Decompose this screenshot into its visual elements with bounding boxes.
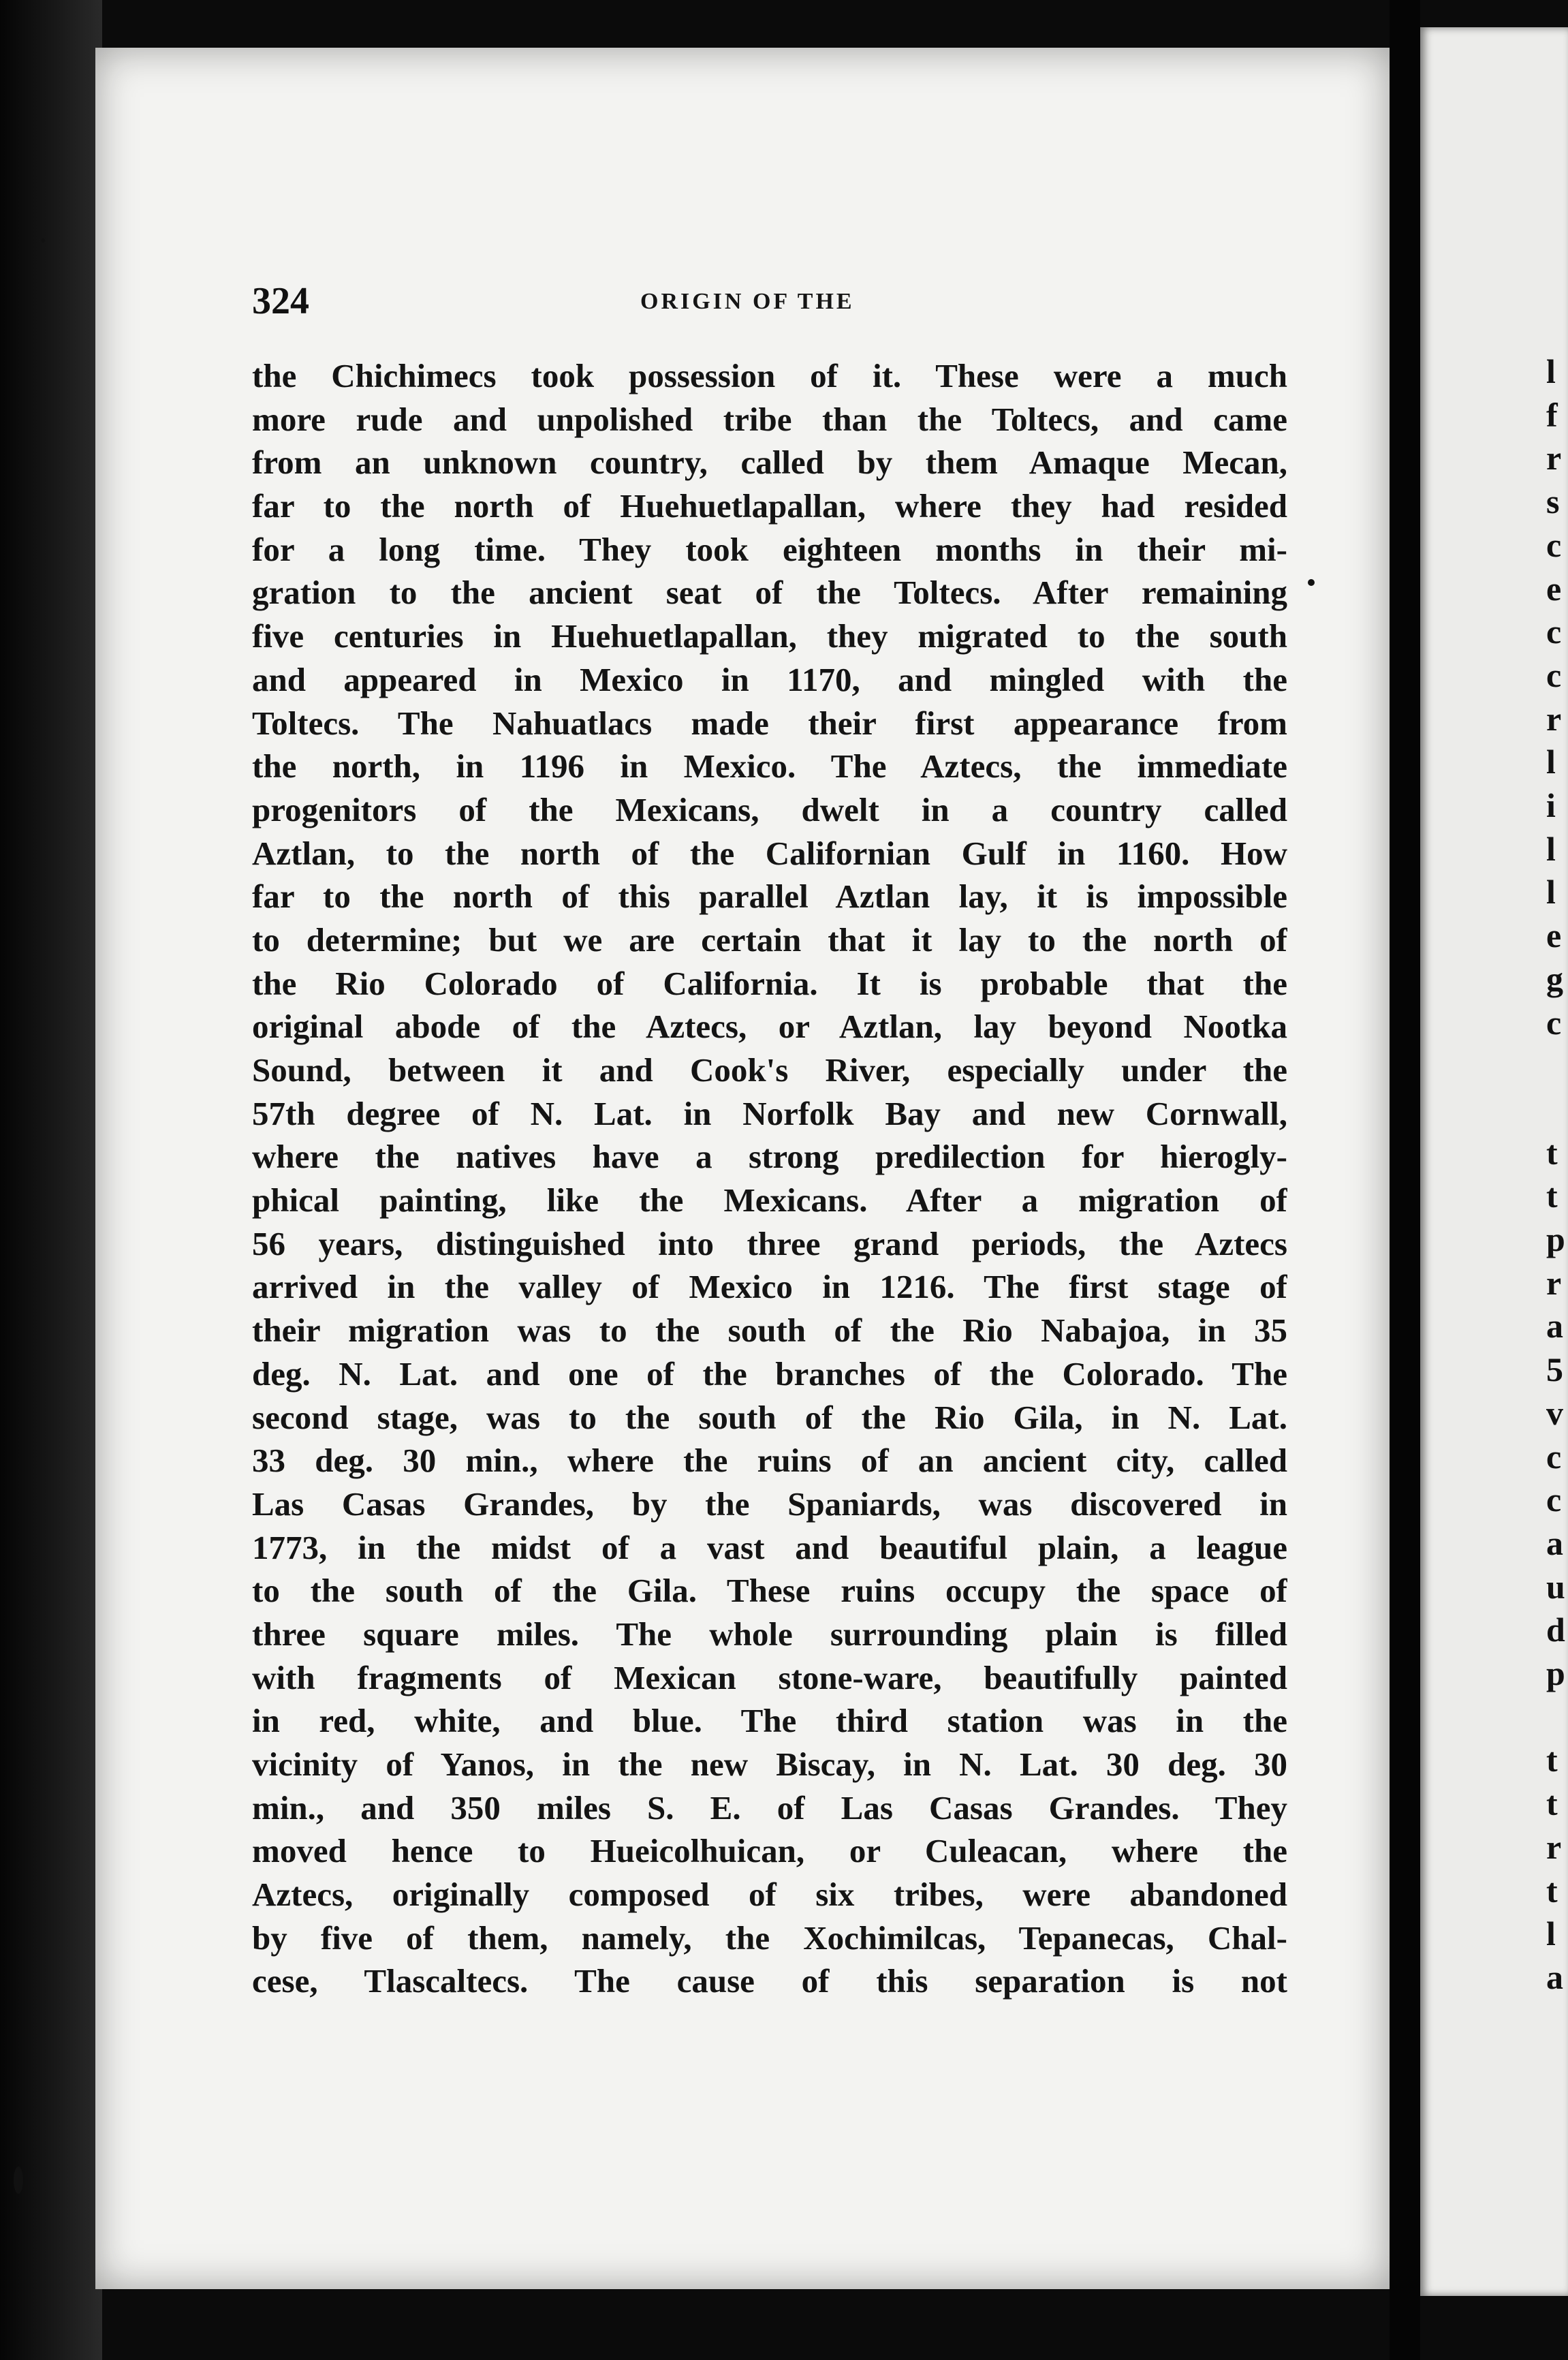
text-line: min., and 350 miles S. E. of Las Casas Grandes. They [252, 1788, 1287, 1827]
text-line: more rude and unpolished tribe than the Toltecs, and came [252, 400, 1287, 438]
next-page-fragment: d [1546, 1611, 1565, 1649]
next-page-fragment: t [1546, 1177, 1558, 1215]
text-line: Sound, between it and Cook's River, especially under the [252, 1051, 1287, 1089]
page-gutter [1390, 0, 1420, 2360]
next-page-fragment: t [1546, 1784, 1558, 1823]
scan-speck [1308, 579, 1315, 586]
next-page-fragment: a [1546, 1307, 1563, 1346]
running-head: ORIGIN OF THE [640, 289, 855, 314]
text-line: vicinity of Yanos, in the new Biscay, in N. Lat. 30 deg. 30 [252, 1745, 1287, 1783]
next-page-fragment: r [1546, 1827, 1562, 1866]
next-page-fragment: f [1546, 395, 1558, 434]
next-page-fragment: a [1546, 1523, 1563, 1562]
text-line: the Chichimecs took possession of it. These were a much [252, 357, 1287, 394]
next-page-fragment: r [1546, 439, 1562, 478]
text-line: second stage, was to the south of the Rio Gila, in N. Lat. [252, 1398, 1287, 1436]
next-page-fragment: t [1546, 1871, 1558, 1910]
binding-edge [0, 0, 102, 2360]
text-line: the Rio Colorado of California. It is probable that the [252, 964, 1287, 1002]
next-page-fragment: c [1546, 655, 1562, 694]
body-text [252, 354, 1287, 2003]
text-line: 1773, in the midst of a vast and beautiful plain, a league [252, 1528, 1287, 1566]
text-line: 33 deg. 30 min., where the ruins of an ancient city, called [252, 1442, 1287, 1480]
text-line: 57th degree of N. Lat. in Norfolk Bay and new Cornwall, [252, 1094, 1287, 1132]
next-page-fragment: i [1546, 786, 1556, 824]
text-line: far to the north of this parallel Aztlan lay, it is impossible [252, 878, 1287, 916]
text-line: progenitors of the Mexicans, dwelt in a country called [252, 790, 1287, 828]
text-line: original abode of the Aztecs, or Aztlan, lay beyond Nootka [252, 1008, 1287, 1046]
text-line: 56 years, distinguished into three grand periods, the Aztecs [252, 1224, 1287, 1262]
next-page-fragment: l [1546, 829, 1556, 868]
next-page-fragment: t [1546, 1133, 1558, 1172]
next-page-fragment: c [1546, 1480, 1562, 1519]
next-page-fragment: g [1546, 959, 1563, 998]
scan-speck [14, 2167, 23, 2194]
next-page-fragment: c [1546, 1003, 1562, 1042]
text-line: from an unknown country, called by them Amaque Mecan, [252, 444, 1287, 482]
next-page-fragment: l [1546, 1914, 1556, 1953]
text-line: far to the north of Huehuetlapallan, where they had resided [252, 487, 1287, 525]
next-page-fragment: c [1546, 1437, 1562, 1476]
next-page-fragment: t [1546, 1741, 1558, 1780]
text-line: Aztlan, to the north of the Californian Gulf in 1160. How [252, 834, 1287, 872]
text-line: by five of them, namely, the Xochimilcas, Tepanecas, Chal- [252, 1919, 1287, 1957]
next-page-fragment: l [1546, 352, 1556, 390]
page-header [252, 279, 1287, 327]
next-page-fragment: u [1546, 1567, 1565, 1606]
text-line: deg. N. Lat. and one of the branches of the Colorado. The [252, 1354, 1287, 1393]
text-line: five centuries in Huehuetlapallan, they migrated to the south [252, 617, 1287, 655]
text-line: with fragments of Mexican stone-ware, beautifully painted [252, 1658, 1287, 1696]
text-line: for a long time. They took eighteen months in their mi- [252, 530, 1287, 568]
text-line: and appeared in Mexico in 1170, and mingled with the [252, 660, 1287, 698]
next-page-edge [1420, 27, 1568, 2296]
next-page-fragment: v [1546, 1393, 1563, 1432]
text-line: phical painting, like the Mexicans. After a migration of [252, 1181, 1287, 1220]
next-page-fragment: c [1546, 612, 1562, 651]
next-page-fragment: l [1546, 873, 1556, 912]
next-page-fragment: l [1546, 743, 1556, 781]
text-line: to determine; but we are certain that it lay to the north of [252, 920, 1287, 959]
page-number: 324 [252, 280, 309, 322]
next-page-fragment: e [1546, 916, 1562, 955]
next-page-fragment: 5 [1546, 1350, 1563, 1389]
text-line: arrived in the valley of Mexico in 1216. The first stage of [252, 1268, 1287, 1306]
next-page-fragment: c [1546, 525, 1562, 564]
text-line: Aztecs, originally composed of six tribes, were abandoned [252, 1876, 1287, 1914]
next-page-fragment: p [1546, 1654, 1565, 1692]
next-page-fragment: p [1546, 1220, 1565, 1258]
text-line: cese, Tlascaltecs. The cause of this separation is not [252, 1962, 1287, 2000]
scan-speck [41, 238, 45, 243]
next-page-fragment: e [1546, 569, 1562, 608]
next-page-fragment: s [1546, 482, 1560, 521]
text-line: Toltecs. The Nahuatlacs made their first appearance from [252, 704, 1287, 742]
next-page-fragment: a [1546, 1957, 1563, 1996]
next-page-fragment: r [1546, 699, 1562, 738]
text-line: gration to the ancient seat of the Toltecs. After remaining [252, 574, 1287, 612]
text-line: Las Casas Grandes, by the Spaniards, was discovered in [252, 1485, 1287, 1523]
text-line: moved hence to Hueicolhuican, or Culeacan, where the [252, 1832, 1287, 1870]
next-page-fragment: r [1546, 1263, 1562, 1302]
text-line: where the natives have a strong predilection for hierogly- [252, 1138, 1287, 1176]
text-line: in red, white, and blue. The third station was in the [252, 1702, 1287, 1740]
text-line: the north, in 1196 in Mexico. The Aztecs, the immediate [252, 747, 1287, 786]
text-line: three square miles. The whole surrounding plain is filled [252, 1615, 1287, 1653]
text-line: to the south of the Gila. These ruins occupy the space of [252, 1572, 1287, 1610]
text-line: their migration was to the south of the Rio Nabajoa, in 35 [252, 1311, 1287, 1350]
